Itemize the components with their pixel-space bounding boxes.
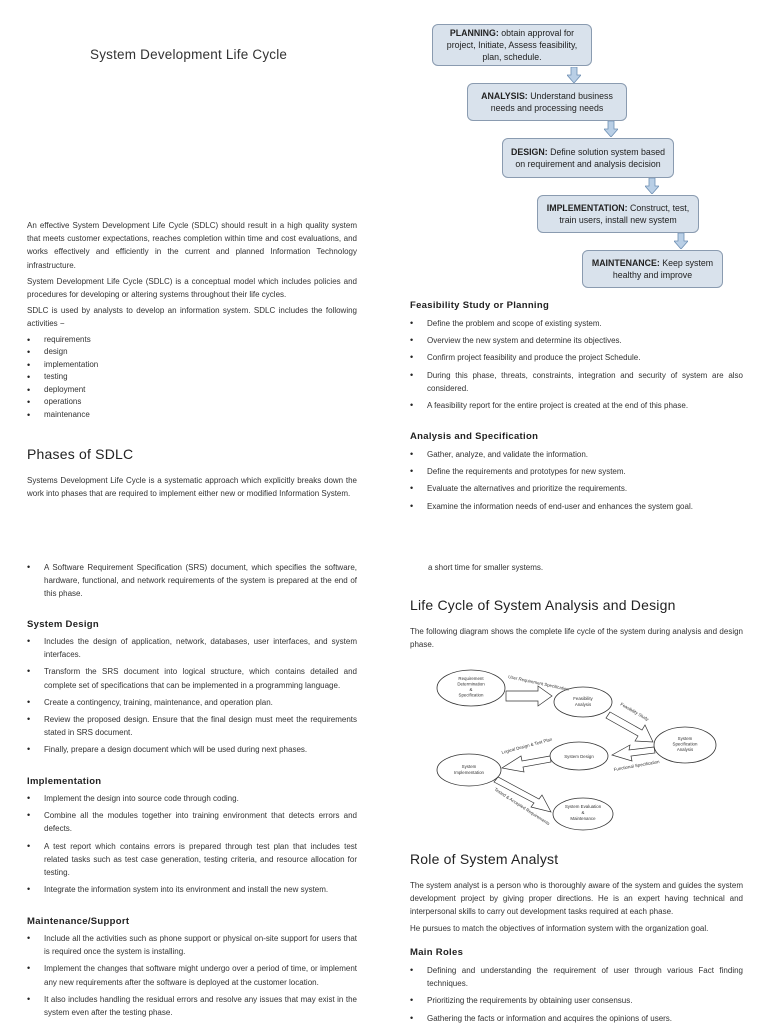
cycle-node-label: Analysis xyxy=(574,702,592,707)
list-item: • Overview the new system and determine its objectives. xyxy=(410,334,743,347)
list-item: • Examine the information needs of end-user and enhances the system goal. xyxy=(410,500,743,513)
list-item: • design xyxy=(27,346,357,359)
list-item: • Create a contingency, training, maintenance, and operation plan. xyxy=(27,696,357,709)
flow-box-label: ANALYSIS: xyxy=(481,91,528,101)
flow-box-analysis xyxy=(467,83,627,121)
srs-list xyxy=(27,561,357,601)
list-item: • operations xyxy=(27,396,357,409)
flow-box-implementation xyxy=(537,195,699,233)
feasibility-list xyxy=(410,317,743,412)
system-design-heading: System Design xyxy=(27,619,100,630)
feasibility-heading: Feasibility Study or Planning xyxy=(410,300,550,311)
flow-box-text: Keep system healthy and improve xyxy=(612,258,714,280)
flow-box-text: Define solution system based on requirement and analysis decision xyxy=(515,147,666,169)
list-item: • requirements xyxy=(27,334,357,347)
list-item: • Combine all the modules together into training environment that detects errors and defects. xyxy=(27,809,357,835)
cycle-arrow-icon xyxy=(612,745,655,761)
implementation-list xyxy=(27,792,357,896)
maintenance-heading: Maintenance/Support xyxy=(27,916,130,927)
flow-box-planning xyxy=(432,24,592,66)
list-item: • Evaluate the alternatives and prioritize the requirements. xyxy=(410,482,743,495)
list-item: • Integrate the information system into its environment and install the new system. xyxy=(27,883,357,896)
intro-paragraph: SDLC is used by analysts to develop an information system. SDLC includes the following activities − xyxy=(27,306,357,329)
list-item: • Define the requirements and prototypes for new system. xyxy=(410,465,743,478)
cycle-node-label: Implementation xyxy=(453,770,485,775)
feasibility-section xyxy=(410,300,743,416)
main-roles-heading: Main Roles xyxy=(410,947,464,958)
list-item: • Confirm project feasibility and produce the project Schedule. xyxy=(410,351,743,364)
list-item: • Gather, analyze, and validate the information. xyxy=(410,448,743,461)
list-item: • Gathering the facts or information and acquires the opinions of users. xyxy=(410,1012,743,1024)
intro-paragraph: System Development Life Cycle (SDLC) is a conceptual model which includes policies and procedures for developing or altering systems throughout their life cycles. xyxy=(27,276,357,300)
analysis-list xyxy=(410,448,743,513)
role-section xyxy=(410,879,743,935)
system-design-section xyxy=(27,619,357,761)
activities-list xyxy=(27,334,357,422)
cycle-edge-label: User Requirement Specification xyxy=(507,674,570,692)
cycle-edge-label: Tested & Accepted Requirements xyxy=(493,786,551,827)
flow-arrow-icon xyxy=(604,121,618,137)
lifecycle-diagram xyxy=(436,664,721,836)
cycle-node-label: & xyxy=(469,687,473,692)
list-item: • Implement the changes that software might undergo over a period of time, or implement any new requirements after the software is deployed at the customer location. xyxy=(27,962,357,988)
list-item: • Review the proposed design. Ensure that the final design must meet the requirements stated in SRS document. xyxy=(27,713,357,739)
flow-box-label: DESIGN: xyxy=(510,147,548,157)
list-item: • Include all the activities such as phone support or physical on-site support for users that is required once the system is installing. xyxy=(27,932,357,958)
list-item: • A test report which contains errors is prepared through test plan that includes test related tasks such as test case generation, testing criteria, and resource allocation for testing. xyxy=(27,840,357,880)
page-title: System Development Life Cycle xyxy=(90,47,288,62)
list-item: • Finally, prepare a design document which will be used during next phases. xyxy=(27,743,357,756)
list-item: • Transform the SRS document into logical structure, which contains detailed and complete set of specifications that can be implemented in a programming language. xyxy=(27,665,357,691)
cycle-node-label: Specification xyxy=(458,692,484,698)
cycle-arrow-icon xyxy=(506,686,552,706)
cycle-node-label: Analysis xyxy=(676,747,694,752)
cycle-node-label: Determination xyxy=(457,681,485,687)
list-item: • Define the problem and scope of existing system. xyxy=(410,317,743,330)
maintenance-section xyxy=(27,916,357,1023)
list-item: • deployment xyxy=(27,384,357,397)
cycle-node-label: Requirement xyxy=(458,676,484,681)
flow-arrow-icon xyxy=(645,178,659,194)
analysis-section xyxy=(410,431,743,517)
main-roles-list xyxy=(410,964,743,1024)
list-item: • testing xyxy=(27,371,357,384)
cycle-edge-label: Feasibility Study xyxy=(619,701,650,722)
cycle-node-label: System xyxy=(677,736,693,741)
flow-box-maintenance xyxy=(582,250,723,288)
flow-box-design xyxy=(502,138,674,178)
flow-box-text: obtain approval for project, Initiate, Assess feasibility, plan, schedule. xyxy=(446,28,578,62)
flow-box-label: IMPLEMENTATION: xyxy=(546,203,628,213)
analysis-heading: Analysis and Specification xyxy=(410,431,539,442)
intro-paragraph: An effective System Development Life Cycle (SDLC) should result in a high quality system that meets customer expectations, reaches completion within time and cost evaluations, and works effectively and efficiently in the current and planned Information Technology infrastructure. xyxy=(27,221,357,270)
cycle-edge-label: Functional Specification xyxy=(613,759,660,772)
phases-heading: Phases of SDLC xyxy=(27,446,134,462)
continuation-text: a short time for smaller systems. xyxy=(428,563,544,572)
intro-section xyxy=(27,219,357,421)
maintenance-list xyxy=(27,932,357,1019)
cycle-node-label: Maintenance xyxy=(570,816,596,821)
list-item: • A Software Requirement Specification (SRS) document, which specifies the software, hardware, functional, and network requirements of the system is prepared at the end of this phase. xyxy=(27,561,357,601)
flow-arrow-icon xyxy=(674,233,688,249)
list-item: • A feasibility report for the entire project is created at the end of this phase. xyxy=(410,399,743,412)
flow-box-label: MAINTENANCE: xyxy=(591,258,660,268)
cycle-node-label: System Design xyxy=(564,754,594,759)
list-item: • Implement the design into source code through coding. xyxy=(27,792,357,805)
cycle-node-label: Specification xyxy=(672,741,698,747)
lifecycle-paragraph: The following diagram shows the complete life cycle of the system during analysis and design phase. xyxy=(410,627,743,650)
cycle-edge-label: Logical Design & Test Plan xyxy=(500,736,553,755)
cycle-node-label: & xyxy=(581,810,585,815)
flow-arrow-icon xyxy=(567,67,581,83)
role-paragraph: The system analyst is a person who is thoroughly aware of the system and guides the system development project by giving proper directions. He is an expert having technical and interpersonal skills to carry out development tasks required at each phase. xyxy=(410,881,743,917)
cycle-node-label: System Evaluation xyxy=(564,804,602,809)
lifecycle-heading: Life Cycle of System Analysis and Design xyxy=(410,597,676,613)
list-item: • Prioritizing the requirements by obtaining user consensus. xyxy=(410,994,743,1007)
cycle-arrow-icon xyxy=(502,756,551,772)
flow-box-text: Construct, test, train users, install new system xyxy=(559,203,690,225)
list-item: • During this phase, threats, constraints, integration and security of system are also considered. xyxy=(410,369,743,395)
cycle-node-label: System xyxy=(461,764,477,769)
flow-box-text: Understand business needs and processing needs xyxy=(490,91,613,113)
implementation-heading: Implementation xyxy=(27,776,102,787)
list-item: • implementation xyxy=(27,359,357,372)
main-roles-section xyxy=(410,947,743,1024)
role-paragraph: He pursues to match the objectives of information system with the organization goal. xyxy=(410,923,709,933)
flow-box-label: PLANNING: xyxy=(449,28,499,38)
list-item: • Includes the design of application, network, databases, user interfaces, and system interfaces. xyxy=(27,635,357,661)
list-item: • It also includes handling the residual errors and resolve any issues that may exist in the system even after the testing phase. xyxy=(27,993,357,1019)
list-item: • maintenance xyxy=(27,409,357,422)
list-item: • Defining and understanding the requirement of user through various Fact finding techniques. xyxy=(410,964,743,990)
phases-paragraph: Systems Development Life Cycle is a systematic approach which explicitly breaks down the work into phases that are required to implement either new or modified Information System. xyxy=(27,476,357,499)
implementation-section xyxy=(27,776,357,900)
role-heading: Role of System Analyst xyxy=(410,851,559,867)
cycle-node-label: Feasibility xyxy=(573,696,593,701)
system-design-list xyxy=(27,635,357,757)
